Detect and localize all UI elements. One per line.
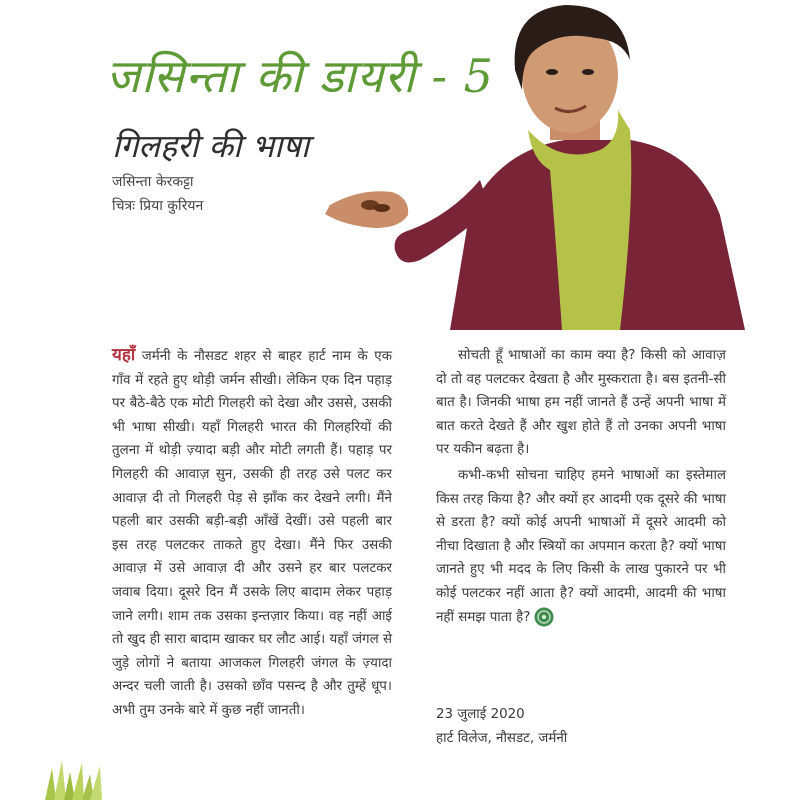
end-mark-icon [534, 607, 554, 627]
byline [112, 170, 203, 218]
body-paragraph: सोचती हूँ भाषाओं का काम क्या है? किसी को आवाज़ दो तो वह पलटकर देखता है और मुस्कराता है। बस इतनी-सी बात है। जिनकी भाषा हम नहीं जानते हैं उन्हें अपनी भाषा में बात करते देखते हैं और खुश होते हैं तो उनका अपनी भाषा पर यकीन बढ़ता है। [436, 348, 726, 458]
entry-place: हार्ट विलेज, नौसडट, जर्मनी [436, 730, 568, 746]
paragraph-text: जर्मनी के नौसडट शहर से बाहर हार्ट नाम के एक गाँव में रहते हुए थोड़ी जर्मन सीखी। लेकिन एक दिन पहाड़ पर बैठे-बैठे एक मोटी गिलहरी को देखा और उससे, उसकी भी भाषा सीखी। यहाँ गिलहरी भारत की गिलहरियों की तुलना में थोड़ी ज़्यादा बड़ी और मोटी लगती हैं। पहाड़ पर गिलहरी की आवाज़ सुन, उसकी ही तरह उसे पलट कर आवाज़ दी तो गिलहरी पेड़ से झाँक कर देखने लगी। मैंने पहली बार उसकी बड़ी-बड़ी आँखें देखीं। उसे पहली बार इस तरह पलटकर ताकते हुए देखा। मैंने फिर उसकी आवाज़ में उसे आवाज़ दी और उसने हर बार पलटकर जवाब दिया। दूसरे दिन मैं उसके लिए बादाम लेकर पहाड़ जाने लगी। शाम तक उसका इन्तज़ार किया। वह नहीं आई तो खुद ही सारा बादाम खाकर घर लौट आई। यहाँ जंगल से जुड़े लोगों ने बताया आजकल गिलहरी जंगल के ज़्यादा अन्दर चली जाती है। उसको छाँव पसन्द है और तुम्हें धूप। अभी तुम उनके बारे में कुछ नहीं जानती। [112, 349, 392, 718]
author-name: जसिन्ता केरकट्टा [112, 174, 194, 190]
eye-shape [546, 69, 558, 75]
right-column [436, 344, 726, 629]
illustrator-credit: चित्रः प्रिया कुरियन [112, 198, 204, 214]
article-title: गिलहरी की भाषा [112, 127, 310, 165]
series-title: जसिन्ता की डायरी - 5 [106, 49, 494, 103]
left-column [112, 344, 392, 723]
eye-shape [582, 69, 594, 75]
body-paragraph [436, 464, 726, 629]
almond-shape [374, 204, 390, 212]
body-paragraph [112, 344, 392, 723]
paragraph-text: कभी-कभी सोचना चाहिए हमने भाषाओं का इस्तेमाल किस तरह किया है? और क्यों हर आदमी एक दूसरे की भाषा से डरता है? क्यों कोई अपनी भाषाओं में दूसरे आदमी को नीचा दिखाता है और स्त्रियों का अपमान करता है? क्यों भाषा जानते हुए भी मदद के लिए किसी के लाख पुकारने पर भी कोई पलटकर नहीं आता है? क्यों आदमी, आदमी की भाषा नहीं समझ पाता है? [436, 467, 726, 625]
entry-date: 23 जुलाई 2020 [436, 707, 525, 722]
opening-word: यहाँ [112, 345, 136, 365]
signoff [436, 703, 567, 750]
grass-decoration [40, 758, 110, 800]
